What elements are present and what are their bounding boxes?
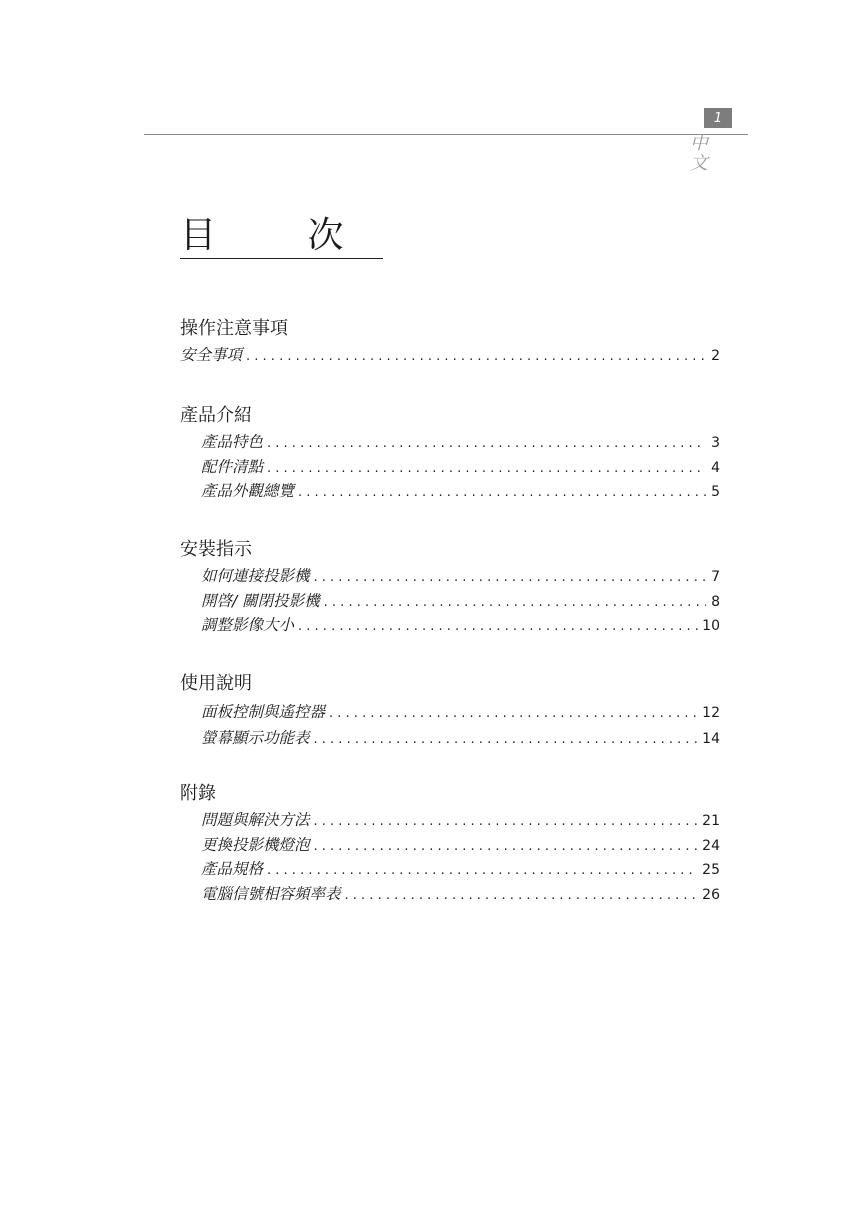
entry-label: 開啓/ 關閉投影機: [201, 591, 320, 610]
toc-entry[interactable]: [180, 455, 720, 480]
toc-entry[interactable]: [180, 430, 720, 455]
leader-dots: [298, 481, 706, 505]
section-heading: 產品介紹: [180, 405, 252, 426]
toc-title: 目 次: [180, 214, 383, 259]
entry-label: 產品外觀總覽: [201, 482, 295, 500]
entry-label: 配件清點: [201, 457, 264, 476]
entry-page-number: 26: [702, 886, 720, 903]
entry-label: 調整影像大小: [201, 616, 295, 634]
entry-page-number: 4: [711, 459, 720, 476]
entry-page-number: 12: [702, 705, 720, 721]
entry-page-number: 7: [711, 569, 720, 585]
entry-page-number: 5: [711, 484, 720, 500]
toc-entry[interactable]: [180, 564, 720, 589]
page-number-badge: 1: [704, 108, 732, 128]
toc-entry[interactable]: [180, 343, 720, 368]
header-rule: [144, 134, 748, 135]
toc-entry[interactable]: [180, 479, 720, 504]
entry-page-number: 25: [702, 862, 720, 878]
entry-label: 更換投影機燈泡: [201, 835, 310, 854]
entry-label: 面板控制與遙控器: [201, 703, 326, 721]
toc-section-introduction: [180, 404, 720, 504]
section-heading: 安裝指示: [180, 539, 252, 560]
toc-entry[interactable]: [180, 857, 720, 882]
leader-dots: [267, 859, 698, 883]
toc-section-usage: [180, 672, 720, 750]
leader-dots: [329, 702, 698, 726]
entry-page-number: 14: [702, 730, 720, 747]
toc-entry[interactable]: [180, 726, 720, 751]
toc-entry[interactable]: [180, 808, 720, 833]
toc-section-installation: [180, 538, 720, 638]
entry-label: 電腦信號相容頻率表: [201, 884, 341, 903]
entry-page-number: 8: [711, 593, 720, 610]
entry-label: 產品特色: [201, 433, 264, 451]
entry-page-number: 21: [702, 813, 720, 829]
leader-dots: [314, 835, 699, 859]
leader-dots: [246, 345, 706, 369]
leader-dots: [345, 884, 699, 908]
toc-entry[interactable]: [180, 700, 720, 725]
entry-label: 問題與解決方法: [201, 811, 310, 829]
leader-dots: [314, 810, 699, 834]
leader-dots: [314, 728, 699, 752]
entry-label: 產品規格: [201, 860, 264, 878]
leader-dots: [314, 566, 706, 590]
entry-page-number: 10: [702, 618, 720, 634]
language-label: 中 文: [690, 133, 724, 174]
toc-section-precautions: [180, 317, 720, 368]
leader-dots: [324, 591, 706, 615]
leader-dots: [267, 457, 706, 481]
leader-dots: [298, 615, 698, 639]
toc-entry[interactable]: [180, 882, 720, 907]
toc-entry[interactable]: [180, 589, 720, 614]
entry-label: 螢幕顯示功能表: [201, 728, 310, 747]
toc-entry[interactable]: [180, 833, 720, 858]
entry-page-number: 24: [702, 837, 720, 854]
entry-page-number: 2: [711, 348, 720, 364]
entry-label: 安全事項: [180, 346, 243, 364]
entry-label: 如何連接投影機: [201, 567, 310, 585]
toc-entry[interactable]: [180, 613, 720, 638]
section-heading: 附錄: [180, 783, 216, 804]
section-heading: 操作注意事項: [180, 318, 288, 339]
toc-section-appendix: [180, 782, 720, 906]
section-heading: 使用說明: [180, 673, 252, 694]
leader-dots: [267, 432, 706, 456]
entry-page-number: 3: [711, 435, 720, 451]
